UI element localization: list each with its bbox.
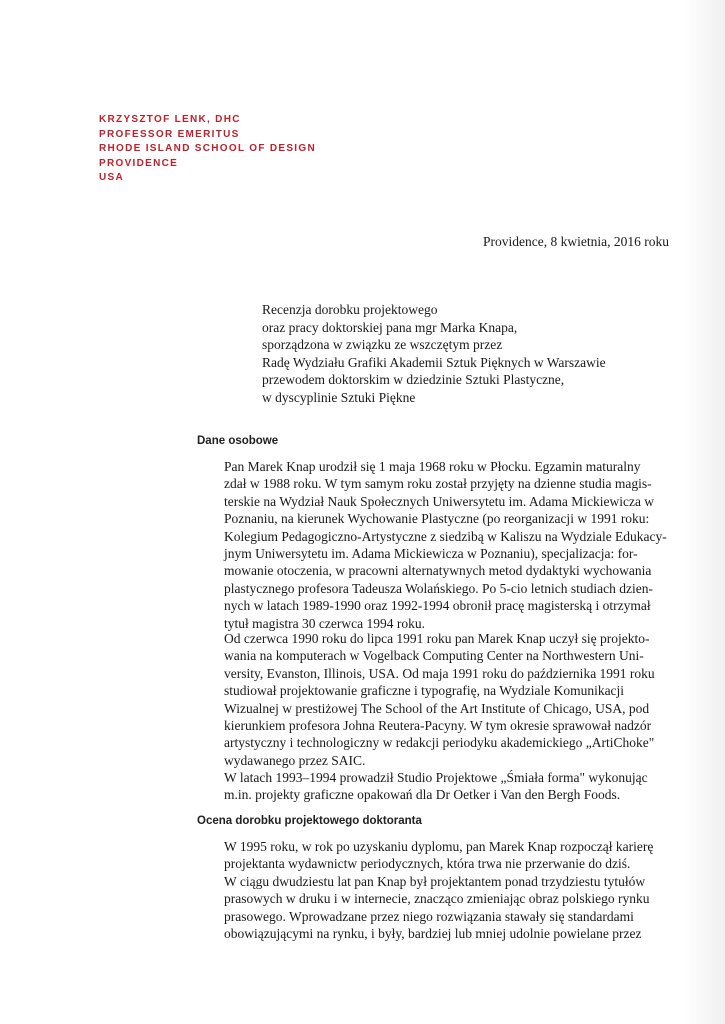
text-line: wania na komputerach w Vogelback Computing Center na Northwestern Uni- xyxy=(224,648,644,664)
sender-name: KRZYSZTOF LENK, DHC xyxy=(99,114,241,125)
text-line: Poznaniu, na kierunek Wychowanie Plastyczne (po reorganizacji w 1991 roku: xyxy=(224,511,650,527)
sender-country: USA xyxy=(99,172,125,184)
text-line: W latach 1993–1994 prowadził Studio Projektowe „Śmiała forma" wykonując xyxy=(224,770,648,785)
section-heading-personal: Dane osobowe xyxy=(197,435,279,447)
paragraph-education xyxy=(224,458,674,632)
text-line: Pan Marek Knap urodził się 1 maja 1968 roku w Płocku. Egzamin maturalny xyxy=(224,459,641,474)
text-line: prasowych w druku i w internecie, znacząco zmieniając obraz polskiego rynku xyxy=(224,891,650,907)
letter-date: Providence, 8 kwietnia, 2016 roku xyxy=(483,234,669,249)
paragraph-career xyxy=(224,838,674,942)
text-line: Kolegium Pedagogiczno-Artystyczne z siedzibą w Kaliszu na Wydziale Edukacy- xyxy=(224,528,667,544)
text-line: studiował projektowanie graficzne i typografię, na Wydziale Komunikacji xyxy=(224,683,625,699)
paragraph-usa-studies xyxy=(224,630,674,769)
text-line: m.in. projekty graficzne opakowań dla Dr Oetker i Van den Bergh Foods. xyxy=(224,787,621,803)
text-line: jnym Uniwersytetu im. Adama Mickiewicza w Poznaniu), specjalizacja: for- xyxy=(224,546,638,562)
text-line: nych w latach 1989-1990 oraz 1992-1994 obronił pracę magisterską i otrzymał xyxy=(224,598,651,614)
subject-line: w dyscyplinie Sztuki Piękne xyxy=(262,389,416,405)
text-line: Wizualnej w prestiżowej The School of the Art Institute of Chicago, USA, pod xyxy=(224,700,650,716)
text-line: prasowego. Wprowadzane przez niego rozwiązania stawały się standardami xyxy=(224,908,634,924)
sender-city: PROVIDENCE xyxy=(99,157,179,169)
subject-line: sporządzona w związku ze wszczętym przez xyxy=(262,337,503,352)
text-line: versity, Evanston, Illinois, USA. Od maja 1991 roku do października 1991 roku xyxy=(224,665,655,681)
text-line: zdał w 1988 roku. W tym samym roku został przyjęty na dzienne studia magis- xyxy=(224,476,652,492)
text-line: artystyczny i technologiczny w redakcji periodyku akademickiego „ArtiChoke" xyxy=(224,735,655,751)
text-line: Od czerwca 1990 roku do lipca 1991 roku pan Marek Knap uczył się projekto- xyxy=(224,631,650,646)
subject-line: oraz pracy doktorskiej pana mgr Marka Knapa, xyxy=(262,319,518,335)
text-line: plastycznego profesora Tadeusza Wolańskiego. Po 5-cio letnich studiach dzien- xyxy=(224,580,653,596)
text-line: projektanta wydawnictw periodycznych, która trwa nie przerwanie do dziś. xyxy=(224,856,631,872)
sender-block xyxy=(99,113,316,186)
text-line: obowiązującymi na rynku, i były, bardziej lub mniej udolnie powielane przez xyxy=(224,926,642,942)
text-line: terskie na Wydział Nauk Społecznych Uniwersytetu im. Adama Mickiewicza w xyxy=(224,493,655,509)
sender-institution: RHODE ISLAND SCHOOL OF DESIGN xyxy=(99,143,316,155)
page-edge-shadow xyxy=(685,0,725,1024)
text-line: W 1995 roku, w rok po uzyskaniu dyplomu, pan Marek Knap rozpoczął karierę xyxy=(224,839,654,854)
text-line: tytuł magistra 30 czerwca 1994 roku. xyxy=(224,615,425,631)
section-heading-assessment: Ocena dorobku projektowego doktoranta xyxy=(197,815,422,827)
text-line: mowanie otoczenia, w pracowni alternatywnych metod dydaktyki wychowania xyxy=(224,563,652,579)
text-line: W ciągu dwudziestu lat pan Knap był projektantem ponad trzydziestu tytułów xyxy=(224,873,646,889)
paragraph-studio xyxy=(224,769,674,804)
text-line: wydawanego przez SAIC. xyxy=(224,752,366,768)
subject-line: przewodem doktorskim w dziedzinie Sztuki Plastyczne, xyxy=(262,372,565,387)
subject-block xyxy=(262,301,606,406)
subject-line: Recenzja dorobku projektowego xyxy=(262,302,438,317)
text-line: kierunkiem profesora Johna Reutera-Pacyny. W tym okresie sprawował nadzór xyxy=(224,718,652,734)
sender-title: PROFESSOR EMERITUS xyxy=(99,128,240,140)
subject-line: Radę Wydziału Grafiki Akademii Sztuk Pięknych w Warszawie xyxy=(262,354,606,370)
